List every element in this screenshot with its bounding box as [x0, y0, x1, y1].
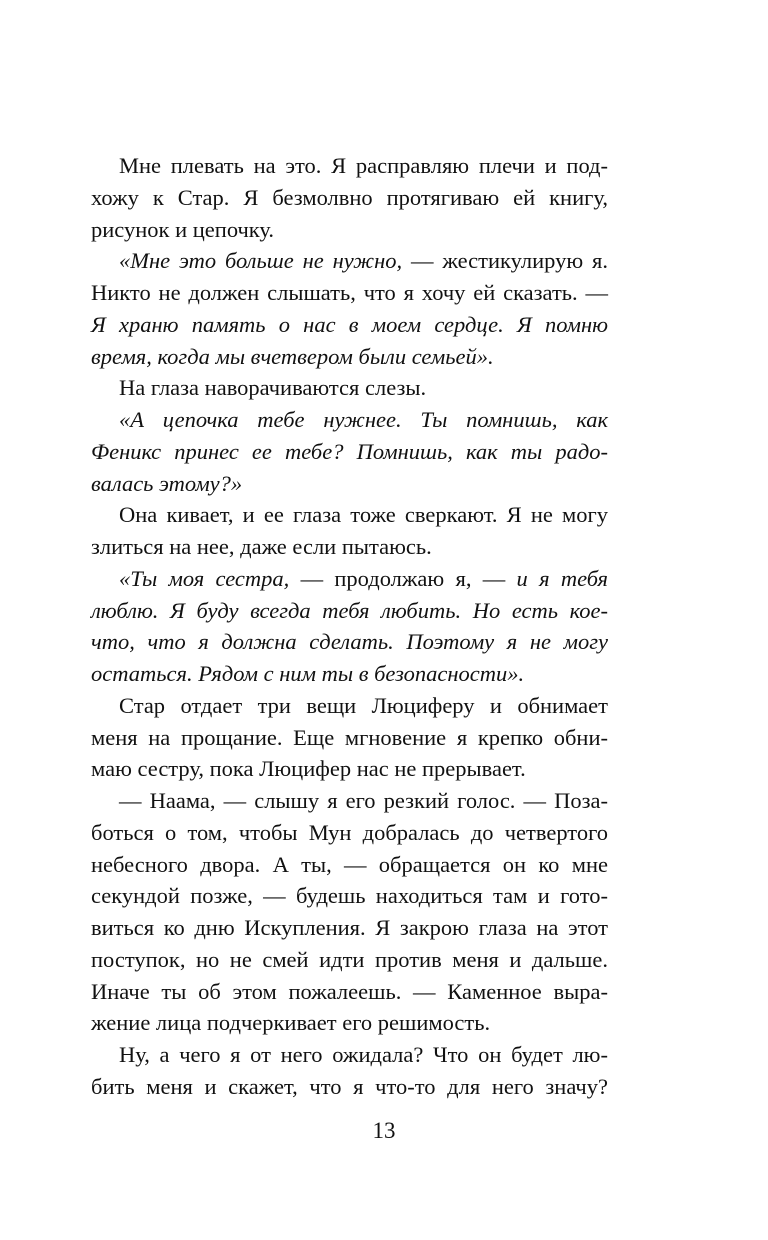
- text-line: [119, 785, 608, 817]
- text-segment: Никто не должен слышать, что я хочу ей сказать. —: [91, 280, 608, 305]
- text-line: [91, 1071, 608, 1103]
- text-segment: — жестикулирую я.: [410, 248, 608, 274]
- text-segment: — Наама, — слышу я его резкий голос. — Поза-: [119, 788, 608, 813]
- text-segment: Стар отдает три вещи Люциферу и обнимает: [119, 692, 608, 718]
- text-segment: секундой позже, — будешь находиться там и гото-: [91, 883, 608, 909]
- text-segment: Ну, а чего я от него ожидала? Что он будет лю-: [119, 1042, 608, 1067]
- text-segment: злиться на нее, даже если пытаюсь.: [91, 534, 432, 559]
- text-line: [91, 912, 608, 944]
- italic-speech-segment: «Ты моя сестра,: [119, 565, 301, 591]
- text-segment: маю сестру, пока Люцифер нас не прерывает.: [91, 756, 526, 782]
- text-line: [91, 341, 608, 373]
- text-segment: На глаза наворачиваются слезы.: [119, 375, 427, 401]
- text-line: [91, 626, 608, 658]
- italic-speech-segment: Феникс принес ее тебе? Помнишь, как ты радо-: [91, 438, 608, 464]
- text-line: [119, 245, 608, 277]
- text-line: [119, 499, 608, 531]
- text-line: [119, 372, 608, 404]
- text-line: [119, 1039, 608, 1071]
- text-segment: хожу к Стар. Я безмолвно протягиваю ей книгу,: [91, 184, 608, 210]
- italic-speech-segment: люблю. Я буду всегда тебя любить. Но есть кое-: [91, 597, 608, 623]
- text-line: [91, 595, 608, 627]
- italic-speech-segment: что, что я должна сделать. Поэтому я не могу: [91, 629, 608, 655]
- text-segment: Иначе ты об этом пожалеешь. — Каменное выра-: [91, 978, 608, 1004]
- italic-speech-segment: время, когда мы вчетвером были семьей».: [91, 343, 494, 369]
- text-line: [91, 309, 608, 341]
- italic-speech-segment: остаться. Рядом с ним ты в безопасности».: [91, 661, 525, 686]
- italic-speech-segment: валась этому?»: [91, 470, 243, 496]
- text-segment: небесного двора. А ты, — обращается он ко мне: [91, 851, 608, 877]
- text-line: [91, 817, 608, 849]
- text-segment: виться ко дню Искупления. Я закрою глаза на этот: [91, 915, 608, 940]
- text-line: [91, 1007, 608, 1039]
- text-line: [91, 531, 608, 563]
- text-line: [119, 563, 608, 595]
- text-line: [119, 404, 608, 436]
- text-line: [91, 182, 608, 214]
- text-line: [91, 753, 608, 785]
- text-segment: боться о том, чтобы Мун добралась до четвертого: [91, 819, 608, 845]
- text-line: [91, 468, 608, 500]
- italic-speech-segment: «А цепочка тебе нужнее. Ты помнишь, как: [119, 407, 608, 432]
- text-segment: — продолжаю я, —: [300, 565, 517, 591]
- text-segment: Она кивает, и ее глаза тоже сверкают. Я не могу: [119, 502, 608, 528]
- italic-speech-segment: «Мне это больше не нужно,: [119, 248, 411, 274]
- page-number: 13: [372, 1118, 396, 1143]
- text-line: [119, 690, 608, 722]
- text-line: [91, 658, 608, 690]
- italic-speech-segment: и я тебя: [516, 565, 608, 591]
- text-segment: рисунок и цепочку.: [91, 216, 275, 242]
- italic-speech-segment: Я храню память о нас в моем сердце. Я помню: [91, 311, 608, 337]
- text-line: [91, 944, 608, 976]
- text-line: [119, 150, 608, 182]
- text-segment: поступок, но не смей идти против меня и дальше.: [91, 946, 608, 972]
- text-line: [91, 722, 608, 754]
- text-line: [91, 277, 608, 309]
- text-line: [91, 214, 608, 246]
- text-line: [91, 880, 608, 912]
- text-segment: бить меня и скажет, что я что-то для него значу?: [91, 1073, 608, 1099]
- text-line: [91, 849, 608, 881]
- text-segment: Мне плевать на это. Я расправляю плечи и под-: [119, 153, 608, 178]
- text-line: [91, 976, 608, 1008]
- text-segment: меня на прощание. Еще мгновение я крепко обни-: [91, 724, 608, 750]
- text-segment: жение лица подчеркивает его решимость.: [91, 1010, 491, 1036]
- text-line: [91, 436, 608, 468]
